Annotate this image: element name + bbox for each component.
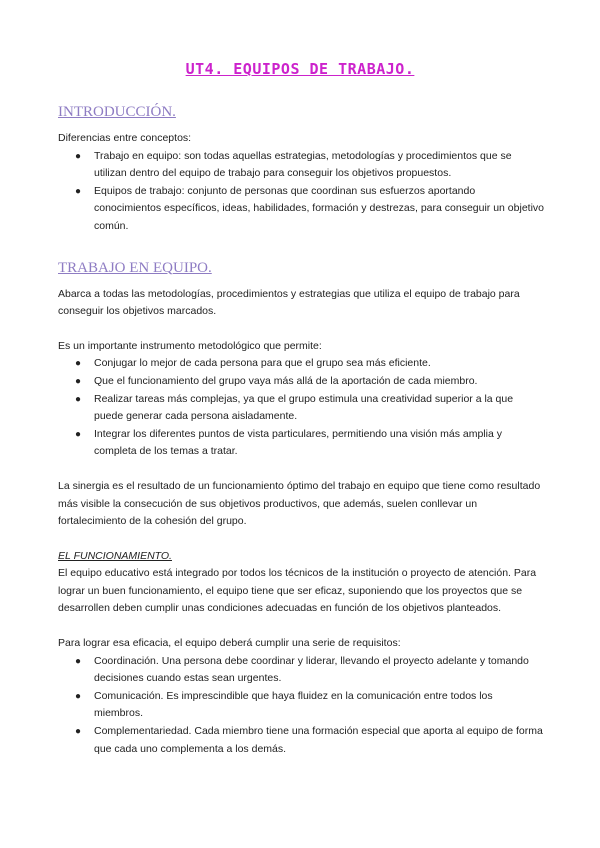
intro-heading: INTRODUCCIÓN.: [58, 104, 176, 120]
intro-lead: Diferencias entre conceptos:: [58, 132, 192, 144]
list-item: ● Integrar los diferentes puntos de vista particulares, permitiendo una visión más amplia y completa de los temas a tratar.: [75, 427, 502, 458]
bullet-icon: ●: [75, 393, 82, 405]
teamwork-list: [58, 355, 544, 461]
list-item: ● Trabajo en equipo: son todas aquellas estrategias, metodologías y procedimientos que se utilizan dentro del equipo de trabajo para conseguir los objetivos propuestos.: [75, 149, 512, 180]
bullet-icon: ●: [75, 690, 82, 702]
list-item: ● Equipos de trabajo: conjunto de personas que coordinan sus esfuerzos aportando conocimientos específicos, ideas, habilidades, formación y destrezas, para conseguir un objetivo común.: [75, 184, 544, 232]
list-item: ● Realizar tareas más complejas, ya que el grupo estimula una creatividad superior a la que puede generar cada persona aisladamente.: [75, 392, 514, 423]
bullet-icon: ●: [75, 655, 82, 667]
bullet-icon: ●: [75, 375, 82, 387]
bullet-icon: ●: [75, 185, 82, 197]
functioning-lead: Para lograr esa eficacia, el equipo deberá cumplir una serie de requisitos:: [58, 637, 401, 650]
list-item: ● Que el funcionamiento del grupo vaya más allá de la aportación de cada miembro.: [58, 373, 544, 391]
list-item: ● Comunicación. Es imprescindible que haya fluidez en la comunicación entre todos los miembros.: [75, 689, 493, 720]
bullet-icon: ●: [75, 358, 82, 370]
bullet-icon: ●: [75, 150, 82, 162]
list-item: ● Conjugar lo mejor de cada persona para que el grupo sea más eficiente.: [58, 355, 544, 373]
teamwork-para-1: Abarca a todas las metodologías, procedimientos y estrategias que utiliza el equipo de trabajo para conseguir los objetivos marcados.: [58, 287, 520, 318]
document-body: [58, 102, 544, 758]
bullet-icon: ●: [75, 428, 82, 440]
teamwork-para-2: La sinergia es el resultado de un funcionamiento óptimo del trabajo en equipo que tiene como resultado más visible la consecución de sus objetivos productivos, que además, suelen conllevar un fortalecimiento de la cohesión del grupo.: [58, 479, 541, 528]
list-item: ● Coordinación. Una persona debe coordinar y liderar, llevando el proyecto adelante y tomando decisiones cuando estas sean urgentes.: [75, 654, 529, 685]
functioning-list: [58, 653, 544, 759]
teamwork-lead: Es un importante instrumento metodológico que permite:: [58, 339, 322, 352]
teamwork-heading: TRABAJO EN EQUIPO.: [58, 259, 212, 276]
bullet-icon: ●: [75, 726, 82, 738]
functioning-heading: EL FUNCIONAMIENTO.: [58, 549, 172, 562]
functioning-para-1: El equipo educativo está integrado por todos los técnicos de la institución o proyecto de atención. Para lograr un buen funcionamiento, el equipo tiene que ser eficaz, suponiendo que los proyectos que se desarrollen deben cumplir unas condiciones adecuadas en función de los objetivos planteados.: [58, 567, 537, 615]
document-title: UT4. EQUIPOS DE TRABAJO.: [185, 60, 415, 78]
list-item: ● Complementariedad. Cada miembro tiene una formación especial que aporta al equipo de forma que cada uno complementa a los demás.: [75, 725, 543, 755]
intro-list: [58, 148, 544, 236]
